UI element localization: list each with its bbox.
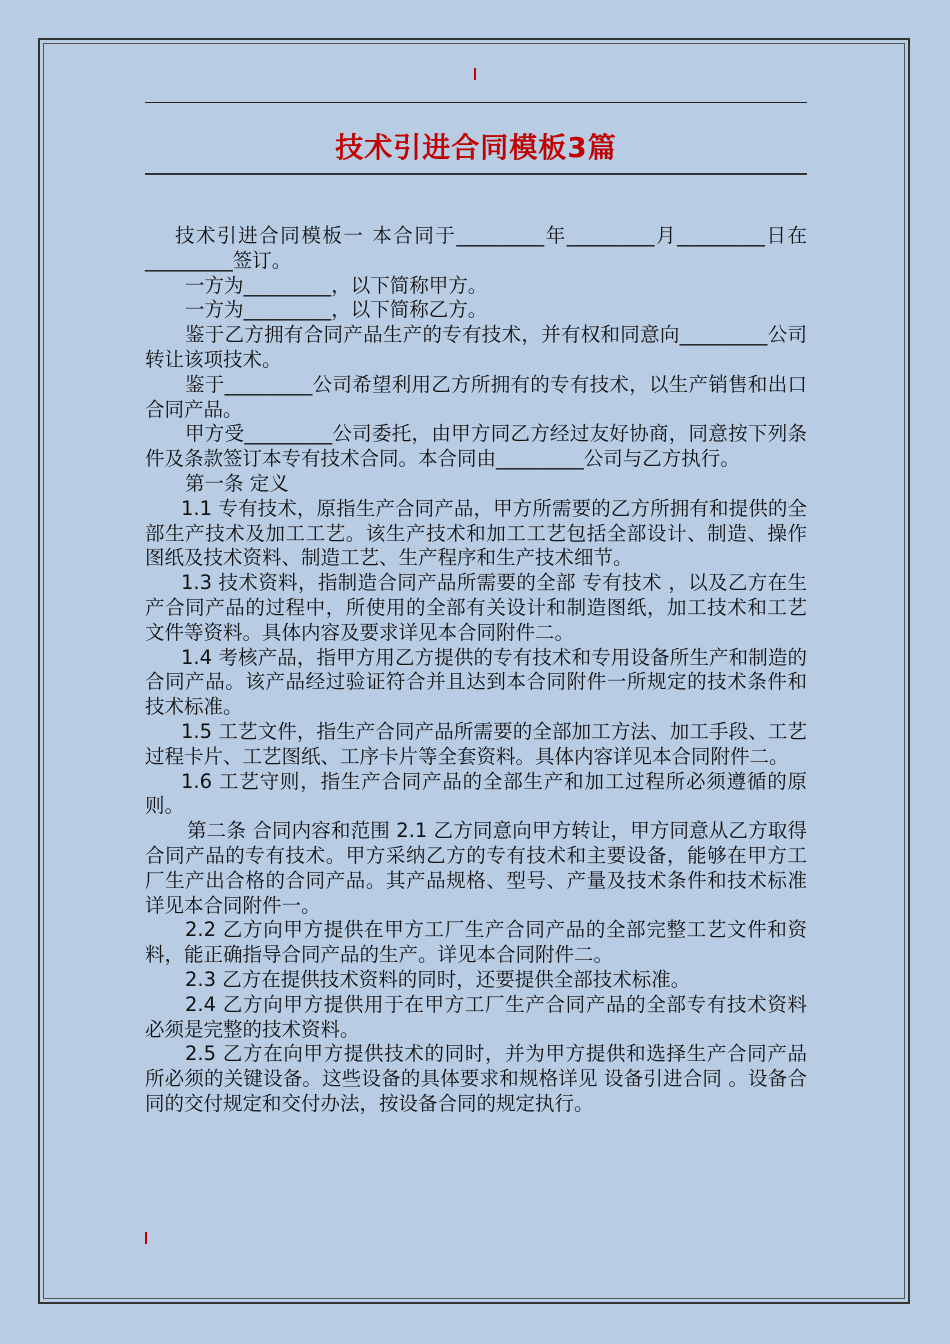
paragraph: 1.4 考核产品，指甲方用乙方提供的专有技术和专用设备所生产和制造的合同产品。该产品经过验证符合并且达到本合同附件一所规定的技术条件和技术标准。 xyxy=(145,645,807,719)
paragraph: 一方为_________，以下简称甲方。 xyxy=(185,273,488,297)
paragraph: 甲方受_________公司委托，由甲方同乙方经过友好协商，同意按下列条件及条款签订本专有技术合同。本合同由_________公司与乙方执行。 xyxy=(145,422,807,471)
header-mark xyxy=(474,68,476,80)
paragraph: 一方为_________，以下简称乙方。 xyxy=(185,298,488,322)
paragraph: 第二条 合同内容和范围 2.1 乙方同意向甲方转让，甲方同意从乙方取得合同产品的专有技术。甲方采纳乙方的专有技术和主要设备，能够在甲方工厂生产出合格的合同产品。其产品规格、型号、产量及技术条件和技术标准详见本合同附件一。 xyxy=(145,819,807,917)
header-rule xyxy=(145,102,807,103)
paragraph: 1.5 工艺文件，指生产合同产品所需要的全部加工方法、加工手段、工艺过程卡片、工艺图纸、工序卡片等全套资料。具体内容详见本合同附件二。 xyxy=(145,719,807,768)
paragraph: 2.5 乙方在向甲方提供技术的同时，并为甲方提供和选择生产合同产品所必须的关键设备。这些设备的具体要求和规格详见 设备引进合同 。设备合同的交付规定和交付办法，按设备合同的规定执行。 xyxy=(145,1042,807,1115)
paragraph: 2.3 乙方在提供技术资料的同时，还要提供全部技术标准。 xyxy=(185,967,691,991)
section-heading: 第一条 定义 xyxy=(185,471,289,495)
paragraph: 鉴于_________公司希望利用乙方所拥有的专有技术，以生产销售和出口合同产品。 xyxy=(145,372,807,421)
title-rule xyxy=(145,173,807,175)
paragraph: 1.3 技术资料，指制造合同产品所需要的全部 专有技术 ，以及乙方在生产合同产品的过程中，所使用的全部有关设计和制造图纸，加工技术和工艺文件等资料。具体内容及要求详见本合同附件二。 xyxy=(145,571,807,644)
paragraph: 1.1 专有技术，原指生产合同产品，甲方所需要的乙方所拥有和提供的全部生产技术及加工工艺。该生产技术和加工工艺包括全部设计、制造、操作图纸及技术资料、制造工艺、生产程序和生产技术细节。 xyxy=(145,496,807,570)
paragraph: 鉴于乙方拥有合同产品生产的专有技术，并有权和同意向_________公司转让该项技术。 xyxy=(145,323,807,371)
paragraph: 技术引进合同模板一 本合同于_________年_________月_________日在_________签订。 xyxy=(145,224,807,272)
paragraph: 1.6 工艺守则，指生产合同产品的全部生产和加工过程所必须遵循的原则。 xyxy=(145,769,807,818)
footer-mark xyxy=(145,1232,147,1244)
document-title: 技术引进合同模板3篇 xyxy=(335,131,617,164)
paragraph: 2.2 乙方向甲方提供在甲方工厂生产合同产品的全部完整工艺文件和资料，能正确指导合同产品的生产。详见本合同附件二。 xyxy=(145,918,807,967)
document-body xyxy=(145,224,807,1117)
paragraph: 2.4 乙方向甲方提供用于在甲方工厂生产合同产品的全部专有技术资料必须是完整的技术资料。 xyxy=(145,992,807,1041)
